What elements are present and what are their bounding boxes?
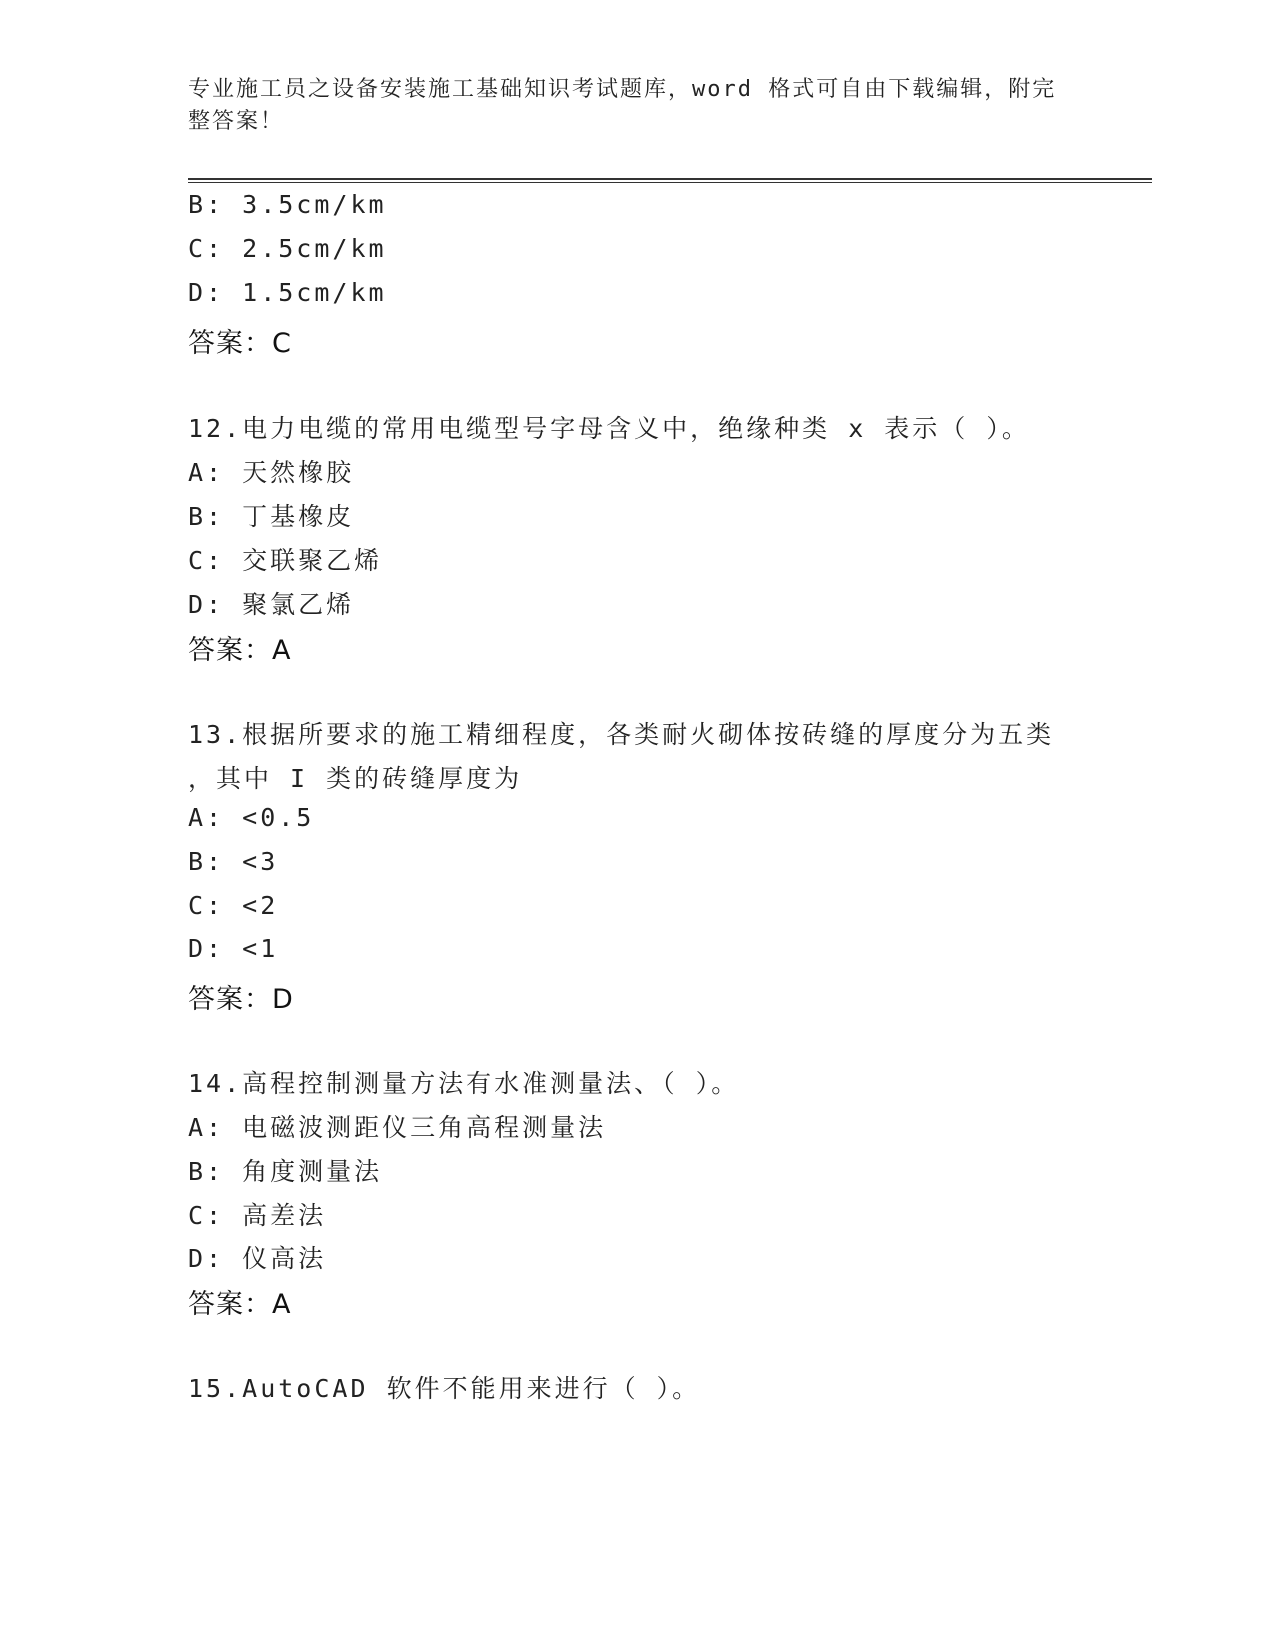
q13-option-d: D: <1 xyxy=(188,934,279,963)
q14-option-a: A: 电磁波测距仪三角高程测量法 xyxy=(188,1113,607,1142)
q12-option-d: D: 聚氯乙烯 xyxy=(188,590,355,619)
q12-option-a: A: 天然橡胶 xyxy=(188,458,355,487)
q11-option-d: D: 1.5cm/km xyxy=(188,278,387,307)
q12-question: 12.电力电缆的常用电缆型号字母含义中，绝缘种类 x 表示（ ）。 xyxy=(188,414,1030,443)
q14-question: 14.高程控制测量方法有水准测量法、（ ）。 xyxy=(188,1069,740,1098)
q11-option-b: B: 3.5cm/km xyxy=(188,190,387,219)
q11-answer: 答案：C xyxy=(188,328,292,359)
q12-option-c: C: 交联聚乙烯 xyxy=(188,546,383,575)
q13-answer: 答案：D xyxy=(188,984,294,1015)
q13-option-b: B: <3 xyxy=(188,847,279,876)
q14-option-b: B: 角度测量法 xyxy=(188,1157,383,1186)
q12-option-b: B: 丁基橡皮 xyxy=(188,502,355,531)
q15-question: 15.AutoCAD 软件不能用来进行（ ）。 xyxy=(188,1374,701,1403)
q14-option-c: C: 高差法 xyxy=(188,1201,327,1230)
header-rule-thick xyxy=(188,178,1152,180)
header-rule-thin xyxy=(188,182,1152,183)
q13-question-line2: ，其中 I 类的砖缝厚度为 xyxy=(188,764,523,793)
q13-option-c: C: <2 xyxy=(188,891,279,920)
q11-option-c: C: 2.5cm/km xyxy=(188,234,387,263)
q12-answer: 答案：A xyxy=(188,635,292,666)
q14-answer: 答案：A xyxy=(188,1289,292,1320)
q13-question-line1: 13.根据所要求的施工精细程度，各类耐火砌体按砖缝的厚度分为五类 xyxy=(188,720,1055,749)
q14-option-d: D: 仪高法 xyxy=(188,1244,327,1273)
q13-option-a: A: <0.5 xyxy=(188,803,315,832)
document-header: 专业施工员之设备安装施工基础知识考试题库，word 格式可自由下载编辑，附完整答案！ xyxy=(188,77,1057,134)
